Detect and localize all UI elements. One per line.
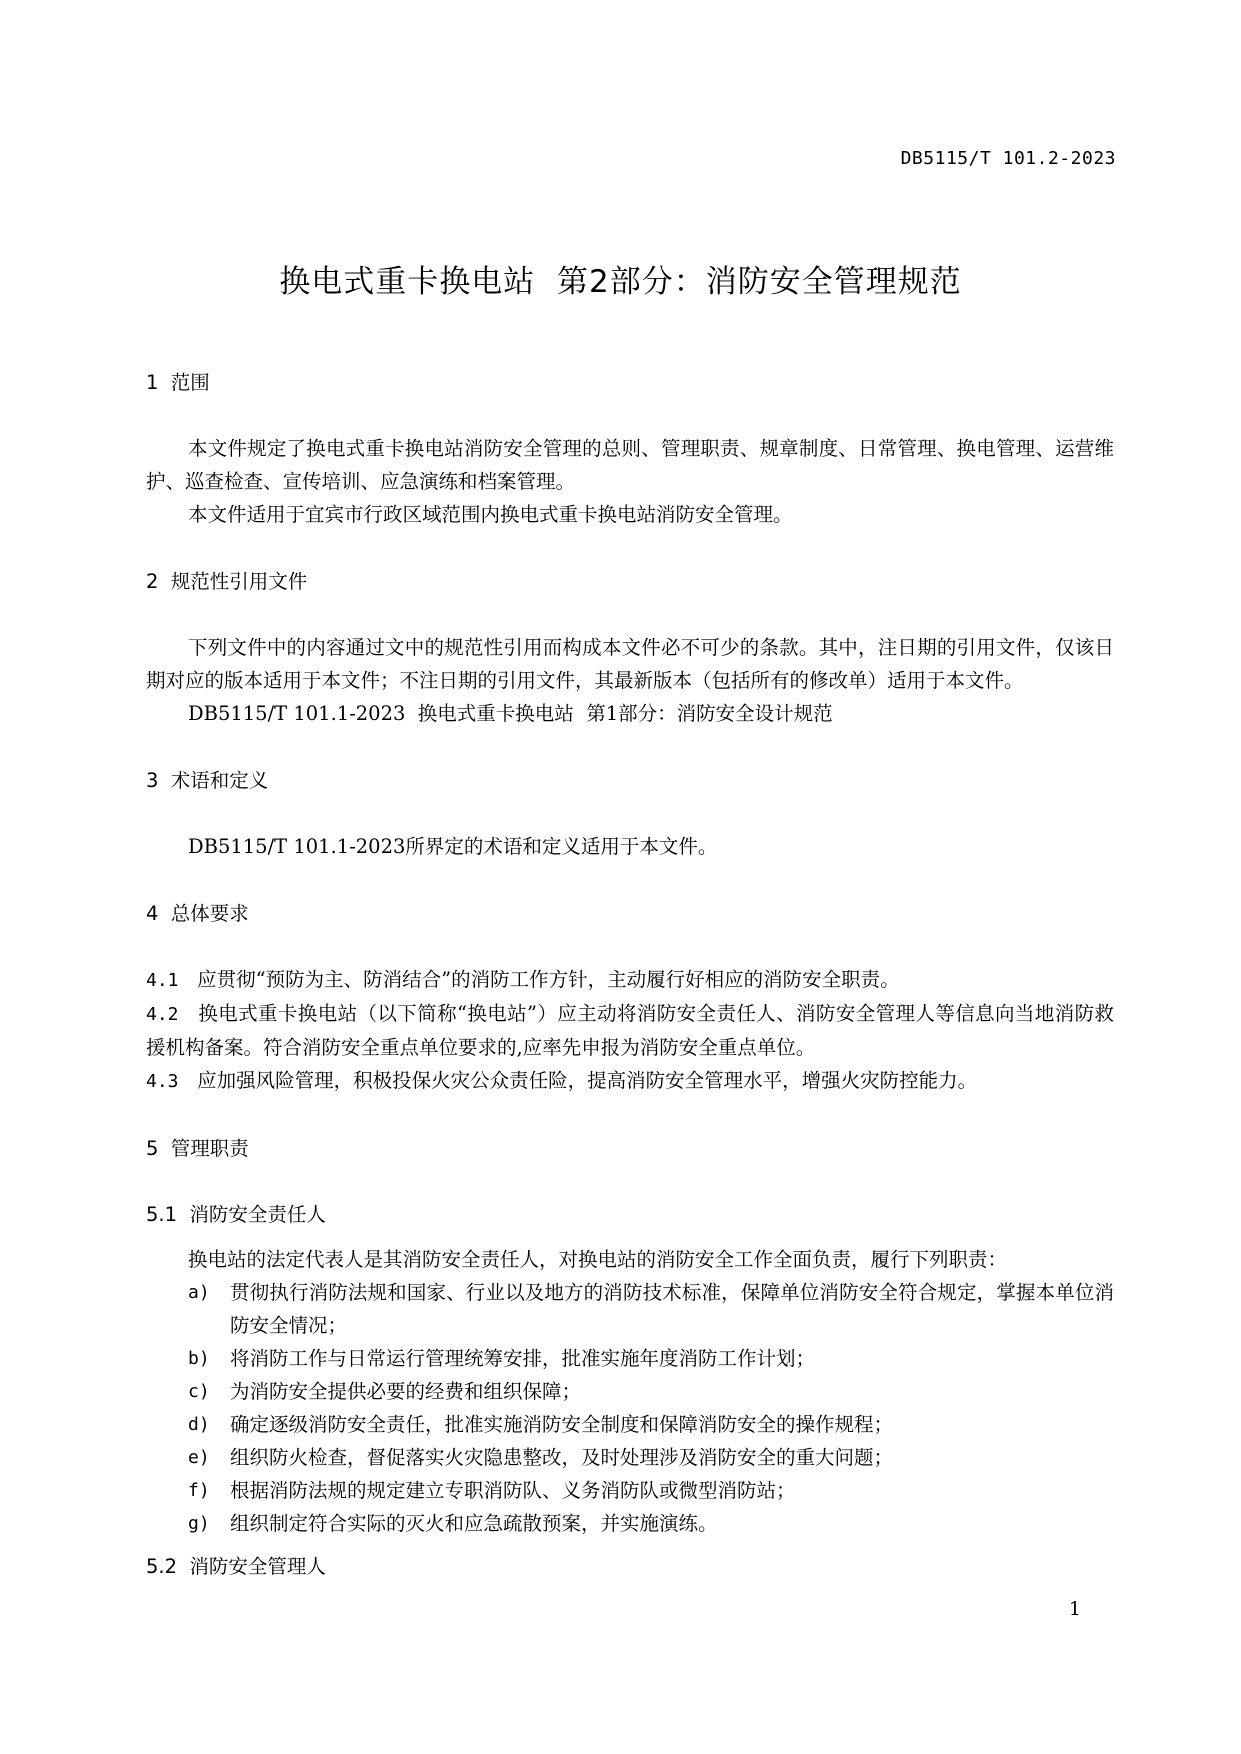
list-item-label: g) — [188, 1513, 210, 1534]
duties-list — [146, 1276, 1114, 1540]
section-3-heading: 3 术语和定义 — [146, 769, 269, 792]
clause-4-2-number: 4.2 — [146, 1004, 179, 1025]
clause-4-2-text: 换电式重卡换电站（以下简称“换电站”）应主动将消防安全责任人、消防安全管理人等信息向当地消防救援机构备案。符合消防安全重点单位要求的,应率先申报为消防安全重点单位。 — [146, 1002, 1114, 1059]
section-2-paragraph-1: 下列文件中的内容通过文中的规范性引用而构成本文件必不可少的条款。其中，注日期的引用文件，仅该日期对应的版本适用于本文件；不注日期的引用文件，其最新版本（包括所有的修改单）适用于本文件。 — [146, 636, 1114, 692]
list-item-label: c) — [188, 1381, 210, 1402]
list-item — [188, 1507, 1114, 1540]
list-item-text: 为消防安全提供必要的经费和组织保障； — [230, 1380, 582, 1403]
clause-4-1 — [146, 963, 1114, 997]
list-item — [188, 1276, 1114, 1342]
list-item-label: d) — [188, 1414, 210, 1435]
list-item-text: 贯彻执行消防法规和国家、行业以及地方的消防技术标准，保障单位消防安全符合规定，掌握本单位消防安全情况； — [230, 1281, 1114, 1337]
document-body — [146, 366, 1114, 1595]
clause-4-1-text: 应贯彻“预防为主、防消结合”的消防工作方针，主动履行好相应的消防安全职责。 — [197, 968, 900, 991]
subsection-5-2-heading: 5.2 消防安全管理人 — [146, 1555, 326, 1578]
list-item-text: 根据消防法规的规定建立专职消防队、义务消防队或微型消防站； — [230, 1479, 796, 1502]
document-code: DB5115/T 101.2-2023 — [900, 148, 1116, 169]
clause-4-3 — [146, 1064, 1114, 1098]
page-number: 1 — [1068, 1598, 1081, 1620]
list-item-text: 组织防火检查，督促落实火灾隐患整改，及时处理涉及消防安全的重大问题； — [230, 1446, 894, 1469]
subsection-5-1-heading: 5.1 消防安全责任人 — [146, 1203, 326, 1226]
list-item — [188, 1342, 1114, 1375]
document-title: 换电式重卡换电站 第2部分：消防安全管理规范 — [279, 264, 962, 300]
section-1-heading: 1 范围 — [146, 371, 210, 394]
list-item — [188, 1408, 1114, 1441]
section-3-paragraph-1: DB5115/T 101.1-2023所界定的术语和定义适用于本文件。 — [188, 835, 718, 858]
section-1-paragraph-1: 本文件规定了换电式重卡换电站消防安全管理的总则、管理职责、规章制度、日常管理、换电管理、运营维护、巡查检查、宣传培训、应急演练和档案管理。 — [146, 437, 1114, 493]
section-1-paragraph-2: 本文件适用于宜宾市行政区域范围内换电式重卡换电站消防安全管理。 — [188, 503, 793, 526]
list-item-label: f) — [188, 1480, 210, 1501]
clause-4-3-number: 4.3 — [146, 1071, 179, 1092]
list-item-text: 将消防工作与日常运行管理统筹安排，批准实施年度消防工作计划； — [230, 1347, 816, 1370]
list-item — [188, 1474, 1114, 1507]
clause-4-2 — [146, 997, 1114, 1064]
list-item-label: b) — [188, 1348, 210, 1369]
list-item-label: a) — [188, 1282, 210, 1303]
section-5-heading: 5 管理职责 — [146, 1137, 249, 1160]
clause-4-3-text: 应加强风险管理，积极投保火灾公众责任险，提高消防安全管理水平，增强火灾防控能力。 — [197, 1069, 978, 1092]
list-item-text: 组织制定符合实际的灭火和应急疏散预案，并实施演练。 — [230, 1512, 718, 1535]
list-item-label: e) — [188, 1447, 210, 1468]
section-4-heading: 4 总体要求 — [146, 902, 249, 925]
list-item — [188, 1375, 1114, 1408]
section-2-heading: 2 规范性引用文件 — [146, 570, 308, 593]
list-item — [188, 1441, 1114, 1474]
normative-reference: DB5115/T 101.1-2023 换电式重卡换电站 第1部分：消防安全设计规范 — [188, 702, 833, 725]
clause-4-1-number: 4.1 — [146, 970, 179, 991]
list-item-text: 确定逐级消防安全责任，批准实施消防安全制度和保障消防安全的操作规程； — [230, 1413, 894, 1436]
subsection-5-1-intro: 换电站的法定代表人是其消防安全责任人，对换电站的消防安全工作全面负责，履行下列职责： — [188, 1248, 1008, 1271]
